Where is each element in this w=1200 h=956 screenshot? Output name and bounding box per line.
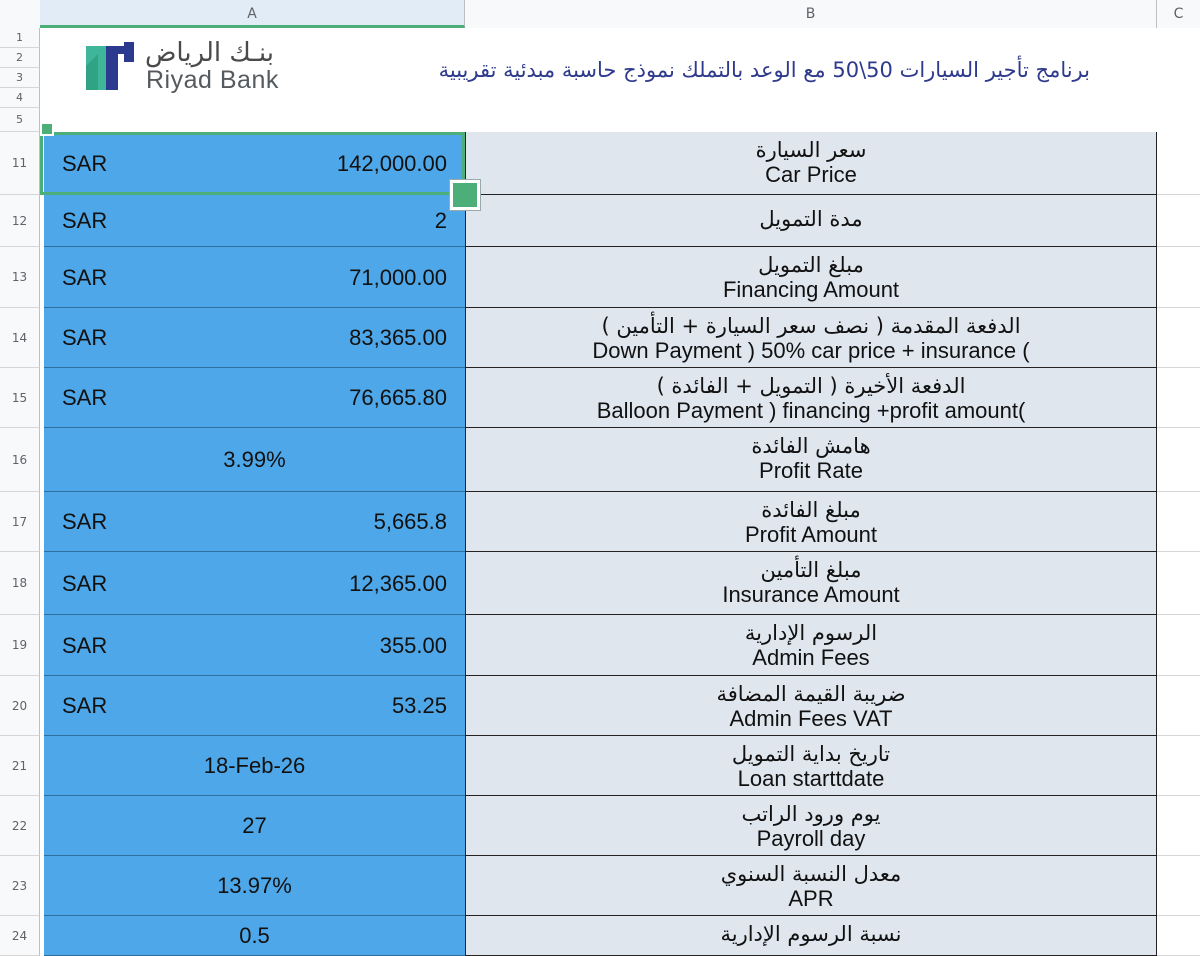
label-arabic: ضريبة القيمة المضافة [716,682,906,706]
label-english: Insurance Amount [722,582,900,607]
amount-value: 53.25 [391,693,447,718]
label-english: Profit Rate [759,458,863,483]
value-cell-a16[interactable] [44,428,465,492]
row-header-23[interactable]: 23 [0,856,40,916]
amount-value: 142,000.00 [336,151,447,176]
label-arabic: نسبة الرسوم الإدارية [720,922,902,946]
label-arabic: معدل النسبة السنوي [720,862,902,886]
empty-cell-c16[interactable] [1157,428,1200,492]
row-header-1[interactable]: 1 [0,28,40,48]
empty-cell-c23[interactable] [1157,856,1200,916]
value-cell-a13[interactable] [44,247,465,308]
column-header-b[interactable]: B [465,0,1157,28]
amount-value: 83,365.00 [349,325,447,350]
empty-cell-c14[interactable] [1157,308,1200,368]
label-arabic: الرسوم الإدارية [744,621,878,645]
value-cell-a15[interactable] [44,368,465,428]
empty-cell-c17[interactable] [1157,492,1200,552]
empty-cell-c21[interactable] [1157,736,1200,796]
select-all-corner[interactable] [0,0,41,28]
currency-label: SAR [62,385,108,410]
label-cell-b17[interactable] [465,492,1157,552]
label-english: Down Payment ) 50% car price + insurance ( [592,338,1030,363]
label-cell-b15[interactable] [465,368,1157,428]
row-header-19[interactable]: 19 [0,615,40,676]
cell-value: 0.5 [239,923,270,948]
label-arabic: مدة التمويل [759,207,863,231]
value-cell-a20[interactable] [44,676,465,736]
logo-arabic-text: بنـك الرياض [145,38,274,68]
cell-value: 13.97% [217,873,292,898]
row-header-22[interactable]: 22 [0,796,40,856]
column-header-c[interactable]: C [1173,6,1184,22]
label-english: Financing Amount [722,277,900,302]
label-arabic: يوم ورود الراتب [741,802,881,826]
row-header-5[interactable]: 5 [0,108,40,132]
label-arabic: مبلغ التمويل [758,253,864,277]
row-header-2[interactable]: 2 [0,48,40,68]
empty-cell-c13[interactable] [1157,247,1200,308]
row-header-3[interactable]: 3 [0,68,40,88]
value-cell-a12[interactable] [44,195,465,247]
amount-value: 76,665.80 [349,385,447,410]
currency-label: SAR [62,509,108,534]
label-cell-b24[interactable] [465,916,1157,956]
value-cell-a19[interactable] [44,615,465,676]
cell-value: 3.99% [223,447,286,472]
column-header-bar [0,0,1200,29]
cell-value: 18-Feb-26 [203,753,306,778]
amount-value: 12,365.00 [349,571,447,596]
riyad-bank-logo-icon [84,40,144,96]
cell-value: 27 [242,813,267,838]
value-cell-a21[interactable] [44,736,465,796]
label-english: APR [788,886,834,911]
label-cell-b19[interactable] [465,615,1157,676]
empty-cell-c18[interactable] [1157,552,1200,615]
amount-value: 5,665.8 [373,509,447,534]
label-arabic: الدفعة الأخيرة ( التمويل + الفائدة ) [656,374,966,398]
currency-label: SAR [62,265,108,290]
row-header-18[interactable]: 18 [0,552,40,615]
row-header-24[interactable]: 24 [0,916,40,956]
column-header-a[interactable]: A [40,0,465,28]
label-arabic: هامش الفائدة [751,434,871,458]
row-header-12[interactable]: 12 [0,195,40,247]
label-cell-b21[interactable] [465,736,1157,796]
label-cell-b23[interactable] [465,856,1157,916]
row-header-20[interactable]: 20 [0,676,40,736]
label-cell-b22[interactable] [465,796,1157,856]
label-english: Car Price [765,162,857,187]
empty-cell-c19[interactable] [1157,615,1200,676]
currency-label: SAR [62,151,108,176]
label-cell-b18[interactable] [465,552,1157,615]
row-header-11[interactable]: 11 [0,132,40,195]
value-cell-a14[interactable] [44,308,465,368]
amount-value: 71,000.00 [349,265,447,290]
row-header-17[interactable]: 17 [0,492,40,552]
label-cell-b20[interactable] [465,676,1157,736]
label-cell-b13[interactable] [465,247,1157,308]
amount-value: 355.00 [379,633,447,658]
currency-label: SAR [62,633,108,658]
label-english: Admin Fees VAT [729,706,893,731]
label-english: Loan starttdate [737,766,885,791]
empty-cell-c24[interactable] [1157,916,1200,956]
label-english: Admin Fees [752,645,870,670]
row-header-21[interactable]: 21 [0,736,40,796]
page-title: برنامج تأجير السيارات 50\50 مع الوعد بالتملك نموذج حاسبة مبدئية تقريبية [438,58,1090,82]
label-cell-b12[interactable] [465,195,1157,247]
selection-fill-handle[interactable] [450,180,480,210]
label-english: Profit Amount [744,522,878,547]
empty-cell-c20[interactable] [1157,676,1200,736]
value-cell-a17[interactable] [44,492,465,552]
label-arabic: سعر السيارة [755,138,867,162]
label-arabic: مبلغ الفائدة [761,498,861,522]
label-cell-b16[interactable] [465,428,1157,492]
row-header-14[interactable]: 14 [0,308,40,368]
selection-top-handle[interactable] [40,122,54,136]
label-arabic: مبلغ التأمين [760,558,862,582]
currency-label: SAR [62,571,108,596]
label-english: Payroll day [756,826,866,851]
label-arabic: تاريخ بداية التمويل [731,742,891,766]
amount-value: 2 [434,208,447,233]
value-cell-a18[interactable] [44,552,465,615]
value-cell-a22[interactable] [44,796,465,856]
label-cell-b11[interactable] [465,132,1157,195]
value-cell-a11[interactable] [44,132,465,195]
label-english: Balloon Payment ) financing +profit amount( [596,398,1026,423]
currency-label: SAR [62,693,108,718]
row-header-15[interactable]: 15 [0,368,40,428]
row-header-16[interactable]: 16 [0,428,40,492]
value-cell-a24[interactable] [44,916,465,956]
currency-label: SAR [62,325,108,350]
empty-cell-c22[interactable] [1157,796,1200,856]
row-header-13[interactable]: 13 [0,247,40,308]
value-cell-a23[interactable] [44,856,465,916]
empty-cell-c15[interactable] [1157,368,1200,428]
currency-label: SAR [62,208,108,233]
label-cell-b14[interactable] [465,308,1157,368]
empty-cell-c11[interactable] [1157,132,1200,195]
label-arabic: الدفعة المقدمة ( نصف سعر السيارة + التأمين ) [601,314,1021,338]
empty-cell-c12[interactable] [1157,195,1200,247]
logo-english-text: Riyad Bank [146,66,279,94]
row-header-4[interactable]: 4 [0,88,40,108]
